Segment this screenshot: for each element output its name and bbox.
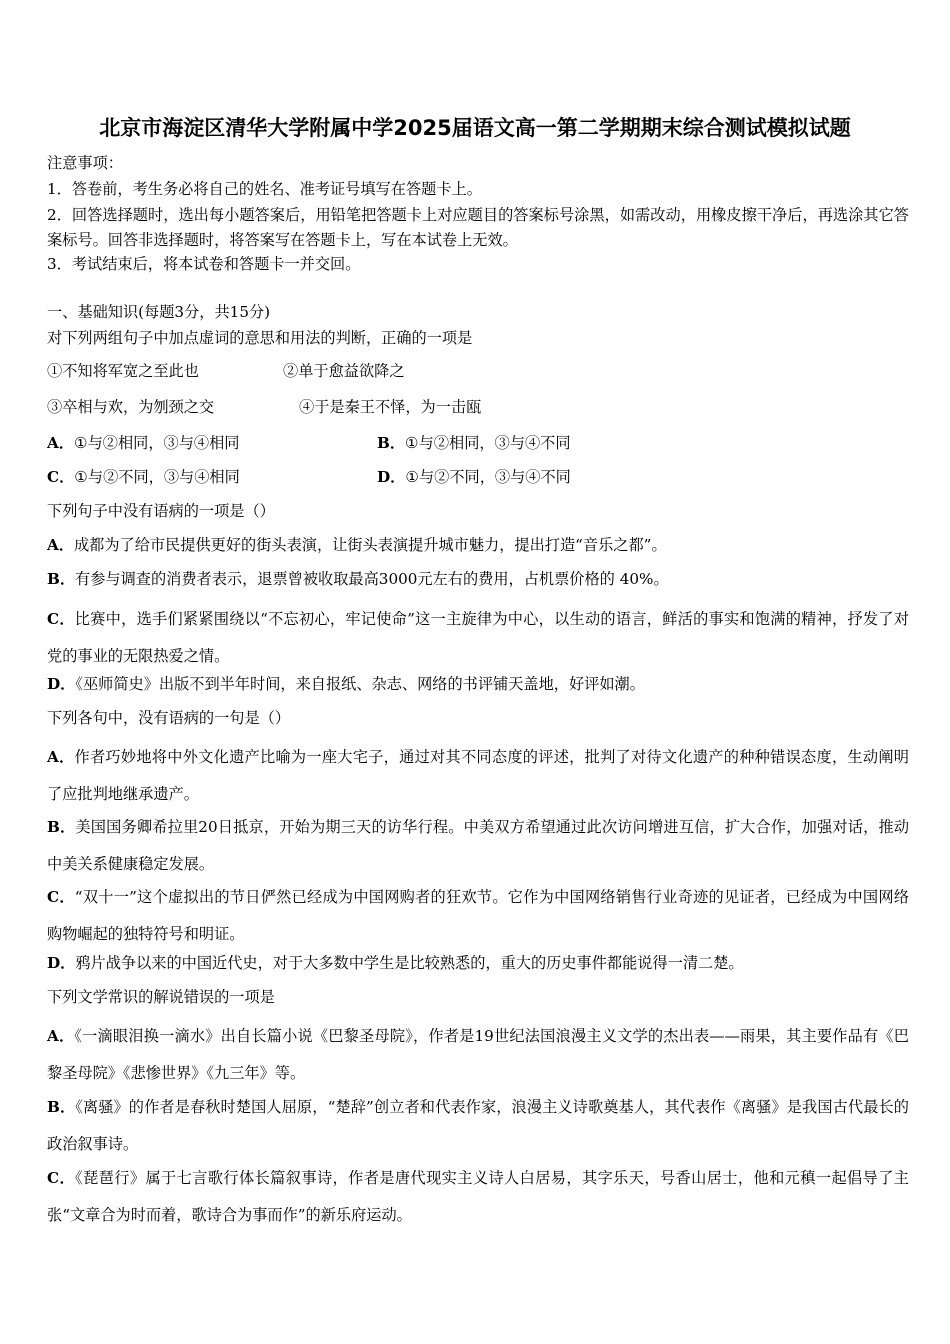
- option-letter: A．: [47, 536, 74, 554]
- page-title: 北京市海淀区清华大学附属中学2025届语文高一第二学期期末综合测试模拟试题: [99, 116, 851, 140]
- q1-sentence-1: ①不知将军宽之至此也: [47, 362, 199, 380]
- q4-option-c: [47, 1160, 909, 1234]
- option-letter: A．: [47, 1027, 75, 1045]
- option-letter: D．: [377, 468, 406, 486]
- option-letter: D．: [47, 675, 76, 693]
- option-text: 《琵琶行》属于七言歌行体长篇叙事诗，作者是唐代现实主义诗人白居易，其字乐天，号香山居士，他和元稹一起倡导了主张“文章合为时而着，歌诗合为事而作”的新乐府运动。: [47, 1169, 909, 1224]
- q1-sentence-3: ③卒相与欢，为刎颈之交: [47, 398, 215, 416]
- notice-item-3: 3．考试结束后，将本试卷和答题卡一并交回。: [47, 255, 361, 273]
- option-letter: A．: [47, 748, 75, 766]
- q1-sentence-4: ④于是秦王不怿，为一击瓯: [299, 398, 482, 416]
- section-heading: 一、基础知识(每题3分，共15分): [47, 303, 271, 321]
- option-text: 作者巧妙地将中外文化遗产比喻为一座大宅子，通过对其不同态度的评述，批判了对待文化遗产的种种错误态度，生动阐明了应批判地继承遗产。: [47, 748, 909, 803]
- q1-option-d: [377, 466, 571, 487]
- option-text: 《一滴眼泪换一滴水》出自长篇小说《巴黎圣母院》，作者是19世纪法国浪漫主义文学的杰出表——雨果，其主要作品有《巴黎圣母院》《悲惨世界》《九三年》等。: [47, 1027, 909, 1082]
- q3-option-d: [47, 952, 744, 973]
- option-letter: A．: [47, 434, 74, 452]
- q3-option-a: [47, 739, 909, 813]
- q4-option-b: [47, 1089, 909, 1163]
- option-text: 鸦片战争以来的中国近代史，对于大多数中学生是比较熟悉的，重大的历史事件都能说得一清二楚。: [75, 954, 744, 972]
- q3-option-c: [47, 879, 909, 953]
- option-text: 《离骚》的作者是春秋时楚国人屈原，“楚辞”创立者和代表作家，浪漫主义诗歌奠基人，其代表作《离骚》是我国古代最长的政治叙事诗。: [47, 1098, 909, 1153]
- option-text: ①与②相同，③与④不同: [405, 434, 571, 452]
- option-text: “双十一”这个虚拟出的节日俨然已经成为中国网购者的狂欢节。它作为中国网络销售行业奇迹的见证者，已经成为中国网络购物崛起的独特符号和明证。: [47, 888, 910, 943]
- option-text: ①与②相同，③与④相同: [73, 434, 240, 452]
- q2-option-a: [47, 534, 667, 555]
- q1-option-a: [47, 432, 239, 453]
- q1-sentence-2: ②单于愈益欲降之: [283, 362, 405, 380]
- option-text: 成都为了给市民提供更好的街头表演，让街头表演提升城市魅力，提出打造“音乐之都”。: [73, 536, 667, 554]
- option-letter: C．: [47, 1169, 76, 1187]
- q1-option-b: [377, 432, 571, 453]
- q1-stem: 对下列两组句子中加点虚词的意思和用法的判断，正确的一项是: [47, 329, 473, 347]
- option-text: 有参与调查的消费者表示，退票曾被收取最高3000元左右的费用，占机票价格的 40%。: [75, 570, 669, 588]
- q4-stem: 下列文学常识的解说错误的一项是: [47, 988, 275, 1006]
- notice-heading: 注意事项：: [47, 154, 123, 172]
- option-letter: B．: [47, 1098, 76, 1116]
- q2-option-c: [47, 601, 909, 675]
- option-letter: D．: [47, 954, 76, 972]
- option-letter: B．: [47, 818, 76, 836]
- option-letter: B．: [377, 434, 406, 452]
- q4-option-a: [47, 1018, 909, 1092]
- q2-option-d: [47, 673, 645, 694]
- option-text: 美国国务卿希拉里20日抵京，开始为期三天的访华行程。中美双方希望通过此次访问增进互信，扩大合作，加强对话，推动中美关系健康稳定发展。: [47, 818, 910, 873]
- option-letter: C．: [47, 468, 75, 486]
- q3-option-b: [47, 809, 909, 883]
- q3-stem: 下列各句中，没有语病的一句是（）: [47, 709, 290, 727]
- option-letter: C．: [47, 888, 75, 906]
- q2-stem: 下列句子中没有语病的一项是（）: [47, 502, 275, 520]
- notice-item-2: 2．回答选择题时，选出每小题答案后，用铅笔把答题卡上对应题目的答案标号涂黑，如需改动，用橡皮擦干净后，再选涂其它答案标号。回答非选择题时，将答案写在答题卡上，写在本试卷上无效。: [47, 206, 909, 249]
- option-letter: C．: [47, 610, 75, 628]
- option-text: ①与②不同，③与④不同: [405, 468, 571, 486]
- option-text: 《巫师简史》出版不到半年时间，来自报纸、杂志、网络的书评铺天盖地，好评如潮。: [75, 675, 645, 693]
- option-text: 比赛中，选手们紧紧围绕以“不忘初心，牢记使命”这一主旋律为中心，以生动的语言，鲜活的事实和饱满的精神，抒发了对党的事业的无限热爱之情。: [47, 610, 910, 665]
- q2-option-b: [47, 568, 669, 589]
- q1-option-c: [47, 466, 240, 487]
- option-letter: B．: [47, 570, 76, 588]
- notice-item-1: 1．答卷前，考生务必将自己的姓名、准考证号填写在答题卡上。: [47, 180, 482, 198]
- option-text: ①与②不同，③与④相同: [74, 468, 240, 486]
